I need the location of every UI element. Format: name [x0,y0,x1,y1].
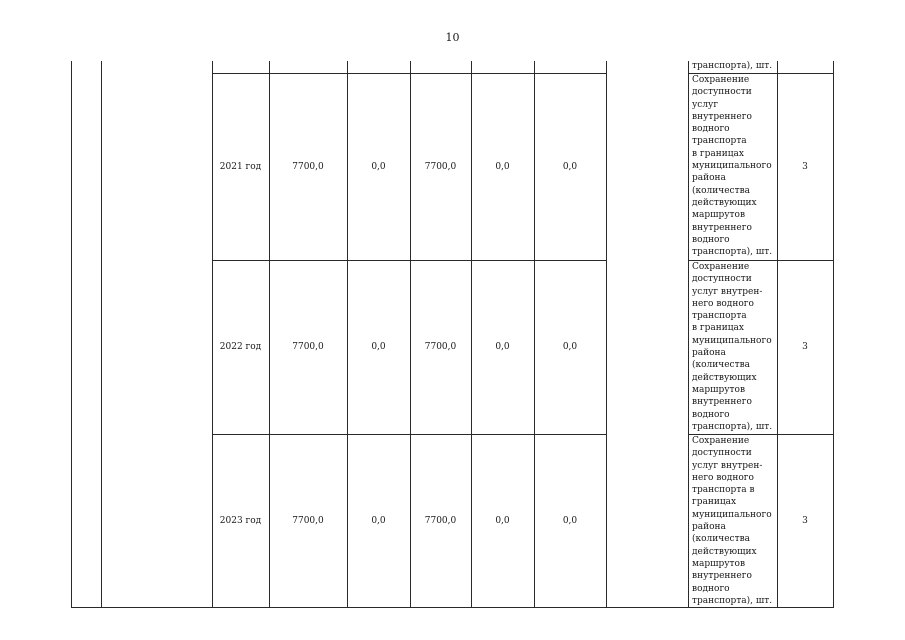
indicator-description: Сохранение доступности услуг внутреннего водного транспорта в границах муниципального района (количества действующих маршрутов внутреннего водного транспорта), шт. [692,75,773,258]
cell-total: 7700,0 [292,342,324,352]
indicator-value: 3 [802,161,808,172]
cell-value: 7700,0 [424,515,457,526]
cell-value: 7700,0 [424,342,457,352]
cell-value: 0,0 [495,515,510,526]
cell-value: 0,0 [562,342,578,352]
cell-year: 2022 год [219,342,262,352]
table-border-left [71,61,72,608]
indicator-description: Сохранение доступности услуг внутрен- него водного транспорта в границах муниципального района (количества действующих маршрутов внутреннего водного транспорта), шт. [692,436,773,606]
cell-value: 0,0 [371,161,386,172]
cell-year: 2023 год [219,515,262,526]
cell-total: 7700,0 [292,515,324,526]
cell-value: 0,0 [371,515,386,526]
cell-year: 2021 год [219,161,262,172]
carryover-text: транспорта), шт. [692,61,773,71]
table-border-right [833,61,834,608]
cell-value: 0,0 [562,515,578,526]
cell-total: 7700,0 [292,161,324,172]
indicator-value: 3 [802,342,808,352]
column-divider [101,61,102,608]
table-border-bottom [71,607,834,608]
column-divider [688,61,689,608]
cell-value: 0,0 [371,342,386,352]
cell-value: 7700,0 [424,161,457,172]
column-divider [606,61,607,608]
indicator-description: Сохранение доступности услуг внутрен- него водного транспорта в границах муниципального района (количества действующих маршрутов внутреннего водного транспорта), шт. [692,262,773,432]
page-number: 10 [445,31,460,44]
cell-value: 0,0 [495,342,510,352]
indicator-value: 3 [802,515,808,526]
cell-value: 0,0 [562,161,578,172]
cell-value: 0,0 [495,161,510,172]
